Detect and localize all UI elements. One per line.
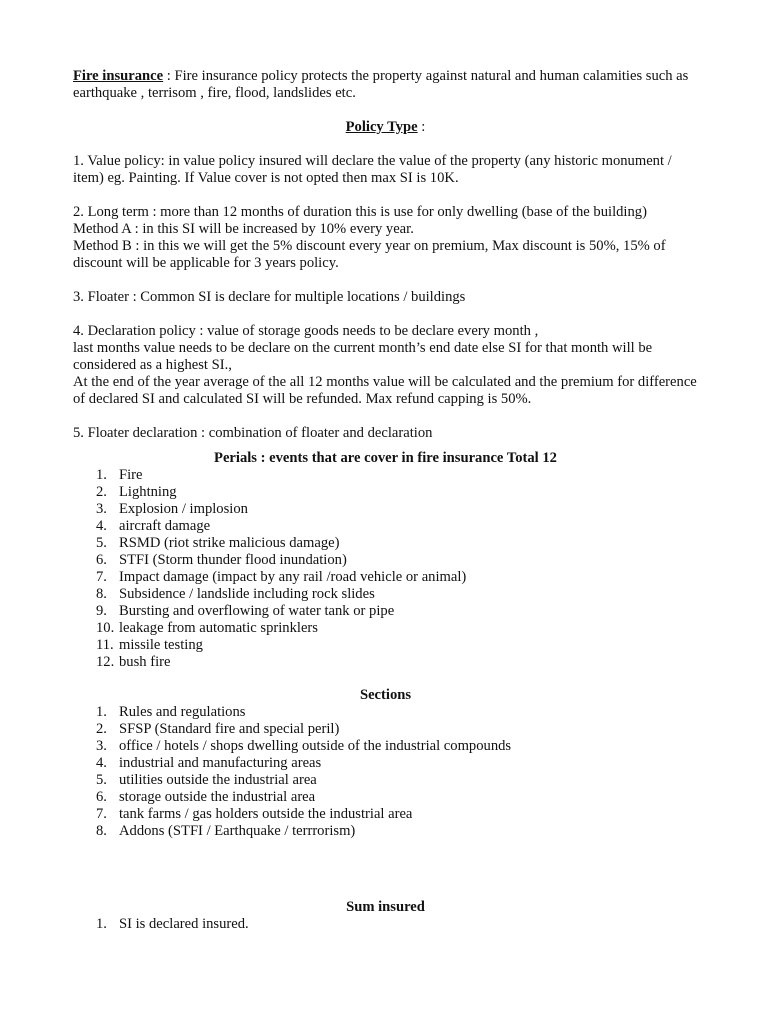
policy-type-line: At the end of the year average of the all 12 months value will be calculated and the premium for difference of declared SI and calculated SI will be refunded. Max refund capping is 50%. (73, 374, 697, 407)
list-number: 2. (96, 484, 107, 500)
list-text: Lightning (119, 484, 177, 500)
intro-separator: : (163, 68, 175, 84)
policy-type-heading: Policy Type (345, 119, 418, 135)
perils-heading: Perials : events that are cover in fire insurance Total 12 (214, 450, 557, 466)
peril-item (73, 637, 698, 654)
policy-type-heading-line (73, 119, 698, 136)
section-item (73, 806, 698, 823)
list-number: 1. (96, 916, 107, 932)
list-number: 3. (96, 501, 107, 517)
peril-item (73, 484, 698, 501)
list-text: Explosion / implosion (119, 501, 248, 517)
list-text: SI is declared insured. (119, 916, 249, 932)
sum-insured-heading: Sum insured (346, 899, 425, 915)
list-number: 8. (96, 823, 107, 839)
policy-type-line: 5. Floater declaration : combination of floater and declaration (73, 425, 433, 441)
intro-text: Fire insurance policy protects the property against natural and human calamities such as earthquake , terrisom , fire, flood, landslides etc. (73, 68, 689, 101)
list-number: 6. (96, 552, 107, 568)
section-item (73, 823, 698, 840)
list-number: 5. (96, 535, 107, 551)
list-number: 3. (96, 738, 107, 754)
peril-item (73, 586, 698, 603)
list-text: SFSP (Standard fire and special peril) (119, 721, 340, 737)
list-number: 2. (96, 721, 107, 737)
section-item (73, 738, 698, 755)
peril-item (73, 620, 698, 637)
list-number: 1. (96, 704, 107, 720)
sections-list (73, 704, 698, 840)
section-item (73, 755, 698, 772)
list-number: 10. (96, 620, 115, 636)
peril-item (73, 569, 698, 586)
document-body (73, 68, 698, 933)
list-text: Impact damage (impact by any rail /road vehicle or animal) (119, 569, 467, 585)
policy-type-suffix: : (417, 119, 426, 135)
list-text: bush fire (119, 654, 171, 670)
list-text: missile testing (119, 637, 203, 653)
perils-list (73, 467, 698, 671)
list-text: RSMD (riot strike malicious damage) (119, 535, 340, 551)
policy-type-line: Method B : in this we will get the 5% discount every year on premium, Max discount is 50%, 15% of discount will be applicable for 3 years policy. (73, 238, 666, 271)
policy-type-line: 4. Declaration policy : value of storage goods needs to be declare every month , (73, 323, 539, 339)
sections-heading: Sections (359, 687, 412, 703)
list-text: industrial and manufacturing areas (119, 755, 322, 771)
list-number: 7. (96, 806, 107, 822)
list-number: 4. (96, 518, 107, 534)
policy-type-line: 1. Value policy: in value policy insured will declare the value of the property (any historic monument / item) eg. Painting. If Value cover is not opted then max SI is 10K. (73, 153, 672, 186)
section-item (73, 721, 698, 738)
peril-item (73, 518, 698, 535)
section-item (73, 772, 698, 789)
list-text: office / hotels / shops dwelling outside of the industrial compounds (119, 738, 512, 754)
list-number: 12. (96, 654, 115, 670)
policy-type-list (73, 153, 698, 442)
list-text: storage outside the industrial area (119, 789, 316, 805)
list-number: 11. (96, 637, 114, 653)
list-text: Rules and regulations (119, 704, 246, 720)
list-text: Subsidence / landslide including rock slides (119, 586, 375, 602)
list-text: tank farms / gas holders outside the industrial area (119, 806, 413, 822)
policy-type-line: 2. Long term : more than 12 months of duration this is use for only dwelling (base of the building) (73, 204, 647, 220)
list-number: 8. (96, 586, 107, 602)
peril-item (73, 654, 698, 671)
list-text: leakage from automatic sprinklers (119, 620, 318, 636)
peril-item (73, 467, 698, 484)
list-number: 7. (96, 569, 107, 585)
intro-heading: Fire insurance (73, 68, 164, 84)
list-text: Fire (119, 467, 143, 483)
sum-insured-list (73, 916, 698, 933)
policy-type-line: Method A : in this SI will be increased by 10% every year. (73, 221, 414, 237)
intro-paragraph (73, 68, 698, 102)
peril-item (73, 603, 698, 620)
peril-item (73, 535, 698, 552)
sum-insured-item (73, 916, 698, 933)
policy-type-line: 3. Floater : Common SI is declare for multiple locations / buildings (73, 289, 466, 305)
list-text: utilities outside the industrial area (119, 772, 317, 788)
list-number: 6. (96, 789, 107, 805)
policy-type-line: last months value needs to be declare on the current month’s end date else SI for that month will be considered as a highest SI., (73, 340, 653, 373)
list-number: 1. (96, 467, 107, 483)
list-number: 9. (96, 603, 107, 619)
section-item (73, 789, 698, 806)
list-number: 4. (96, 755, 107, 771)
list-text: Addons (STFI / Earthquake / terrrorism) (119, 823, 356, 839)
peril-item (73, 552, 698, 569)
list-number: 5. (96, 772, 107, 788)
list-text: Bursting and overflowing of water tank or pipe (119, 603, 395, 619)
section-item (73, 704, 698, 721)
list-text: aircraft damage (119, 518, 211, 534)
peril-item (73, 501, 698, 518)
list-text: STFI (Storm thunder flood inundation) (119, 552, 347, 568)
